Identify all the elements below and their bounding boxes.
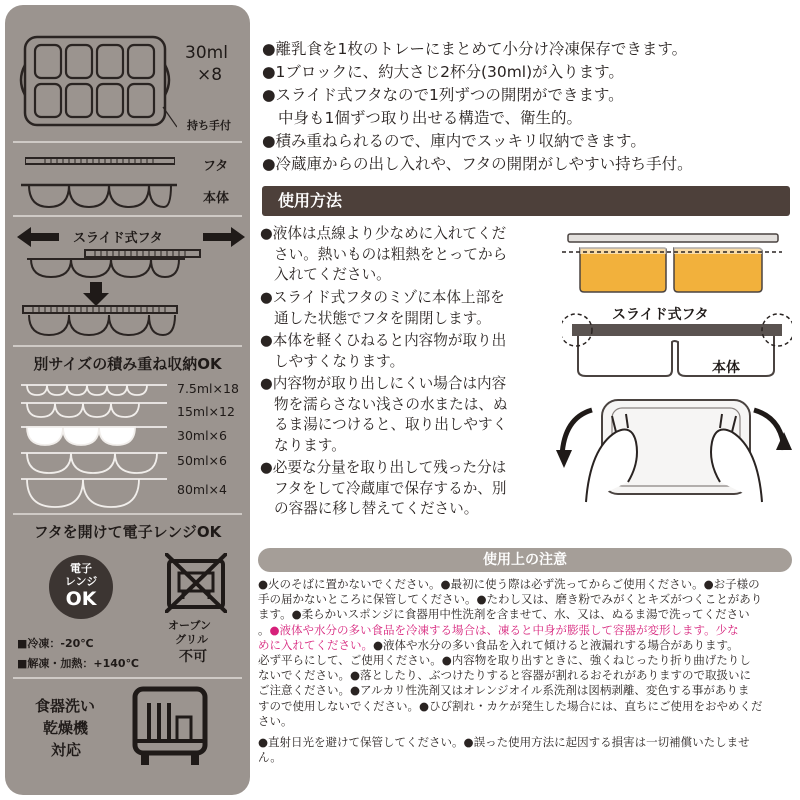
stack-size: 7.5ml×18 xyxy=(177,381,239,396)
lid-side-illustration xyxy=(25,155,175,167)
fill-line-diagram xyxy=(560,232,785,294)
caution-segment: すので使用しないでください。●ひび割れ・カケが発生した場合には、直ちにご使用をおやめくだ xyxy=(258,698,763,713)
dishwasher-label: 食器洗い xyxy=(35,697,96,715)
caution-segment: 手の届かないところに保管してください。●たわし又は、磨き粉でみがくとキズがつくことがあり xyxy=(258,592,763,607)
handle-label: 持ち手付 xyxy=(187,119,231,132)
caution-segment: ます。●柔らかいスポンジに食器用中性洗剤を含ませて、水、又は、ぬるま湯で洗ってください xyxy=(258,607,750,622)
stack-size: 15ml×12 xyxy=(177,404,235,419)
stack-size: 80ml×4 xyxy=(177,482,227,497)
caution-line xyxy=(258,699,763,714)
feature-line: ●1ブロックに、約大さじ2杯分(30ml)が入ります。 xyxy=(262,63,624,81)
usage-line: の容器に移し替えてください。 xyxy=(274,500,479,517)
usage-line: ●液体は点線より少なめに入れてくだ xyxy=(260,225,507,242)
caution-segment: ご注意ください。●アルカリ性洗剤又はオレンジオイル系洗剤は図柄剥離、変色する事がありま xyxy=(258,683,750,698)
caution-segment: さい。 xyxy=(258,713,293,728)
stack-size: 50ml×6 xyxy=(177,453,227,468)
caution-line xyxy=(258,653,751,668)
tray-top-view-illustration xyxy=(17,35,177,135)
usage-line: ●本体を軽くひねると内容物が取り出 xyxy=(260,332,507,349)
body-side-illustration xyxy=(19,181,179,211)
microwave-ok-badge xyxy=(49,555,113,619)
caution-segment: ●直射日光を避けて保管してください。●誤った使用方法に起因する損害は一切補償いたしませ xyxy=(258,735,750,749)
stack-size: 30ml×6 xyxy=(177,428,227,443)
usage-title: 使用方法 xyxy=(262,186,790,216)
caution-line xyxy=(258,668,751,683)
lid-label: フタ xyxy=(203,159,229,174)
caution-line xyxy=(258,750,282,765)
caution-title: 使用上の注意 xyxy=(258,548,792,572)
divider xyxy=(13,677,242,679)
caution-segment: 必ず平らにして、ご使用ください。●内容物を取り出すときに、強くねじったり折り曲げたりし xyxy=(258,653,751,667)
slide-lid-illustration xyxy=(25,249,205,279)
badge-line: レンジ xyxy=(64,575,98,588)
caution-line xyxy=(258,638,739,653)
divider xyxy=(13,141,242,143)
slide-lid-label: スライド式フタ xyxy=(73,231,163,246)
caution-line xyxy=(258,607,750,622)
usage-line: なります。 xyxy=(274,436,346,454)
usage-line: ●必要な分量を取り出して残った分は xyxy=(260,459,507,476)
usage-line: しやすくなります。 xyxy=(274,352,405,370)
dishwasher-label: 対応 xyxy=(51,741,82,759)
oven-label: オーブン xyxy=(168,619,212,632)
badge-line: 電子 xyxy=(70,562,92,575)
microwave-title: フタを開けて電子レンジOK xyxy=(33,523,222,541)
caution-warning-text: ●液体や水分の多い食品を冷凍する場合は、凍ると中身が膨張して容器が変形します。少な xyxy=(269,622,739,637)
feature-line: ●スライド式フタなので1列ずつの開閉ができます。 xyxy=(262,86,624,104)
caution-line xyxy=(258,592,762,607)
caution-line xyxy=(258,623,739,638)
diagram-lid-label: スライド式フタ xyxy=(612,307,709,323)
stack-title: 別サイズの積み重ね収納OK xyxy=(33,355,222,373)
usage-line: 物を濡らさない浅さの水または、ぬ xyxy=(274,395,508,413)
feature-line: 中身も1個ずつ取り出せる構造で、衛生的。 xyxy=(278,109,583,127)
feature-line: ●積み重ねられるので、庫内でスッキリ収納できます。 xyxy=(262,132,646,150)
divider xyxy=(13,345,242,347)
caution-line xyxy=(258,577,760,592)
usage-line: 通した状態でフタを開閉します。 xyxy=(274,309,491,327)
caution-line xyxy=(258,735,750,750)
caution-segment: ●液体や水分の多い食品を入れて傾けると液漏れする場合があります。 xyxy=(373,637,739,652)
left-panel xyxy=(5,5,250,795)
usage-line: ●スライド式フタのミゾに本体上部を xyxy=(260,289,505,306)
dishwasher-label: 乾燥機 xyxy=(43,719,89,737)
oven-prohibited-label: 不可 xyxy=(179,649,207,665)
divider xyxy=(13,513,242,515)
stacked-trays-illustration xyxy=(19,381,169,511)
usage-line: 入れてください。 xyxy=(274,266,391,283)
feature-line: ●冷蔵庫からの出し入れや、フタの開閉がしやすい持ち手付。 xyxy=(262,155,693,173)
divider xyxy=(13,215,242,217)
capacity-label: 30ml xyxy=(185,43,228,63)
usage-line: フタをして冷蔵庫で保存するか、別 xyxy=(274,479,507,497)
caution-segment: ●火のそばに置かないでください。●最初に使う際は必ず洗ってからご使用ください。●お子様の xyxy=(258,577,760,591)
caution-line xyxy=(258,714,293,729)
freeze-temp: ■冷凍：-20℃ xyxy=(17,637,94,650)
caution-warning-text: めに入れてください。 xyxy=(258,637,373,652)
caution-segment: ん。 xyxy=(258,750,282,765)
left-arrow-icon xyxy=(17,227,59,247)
caution-segment: 。 xyxy=(258,622,270,637)
usage-line: るま湯につけると、取り出しやすく xyxy=(274,416,508,433)
body-label: 本体 xyxy=(203,191,230,206)
caution-segment: ないでください。●落としたり、ぶつけたりすると容器が割れるおそれがありますので取扱いに xyxy=(258,668,752,683)
dishwasher-icon xyxy=(131,685,209,771)
down-arrow-icon xyxy=(83,282,109,306)
usage-line: ●内容物が取り出しにくい場合は内容 xyxy=(260,375,507,392)
diagram-body-label: 本体 xyxy=(712,360,740,376)
oven-label: グリル xyxy=(175,633,208,646)
twist-tray-diagram xyxy=(556,392,792,512)
oven-prohibited-icon xyxy=(165,553,227,613)
count-label: ×8 xyxy=(197,65,223,85)
right-arrow-icon xyxy=(203,227,245,247)
heat-temp: ■解凍・加熱：+140℃ xyxy=(17,657,139,670)
closed-lid-illustration xyxy=(19,305,179,337)
feature-line: ●離乳食を1枚のトレーにまとめて小分け冷凍保存できます。 xyxy=(262,40,688,58)
badge-line: OK xyxy=(65,588,97,610)
usage-line: さい。熱いものは粗熱をとってから xyxy=(274,245,508,263)
caution-line xyxy=(258,683,749,698)
